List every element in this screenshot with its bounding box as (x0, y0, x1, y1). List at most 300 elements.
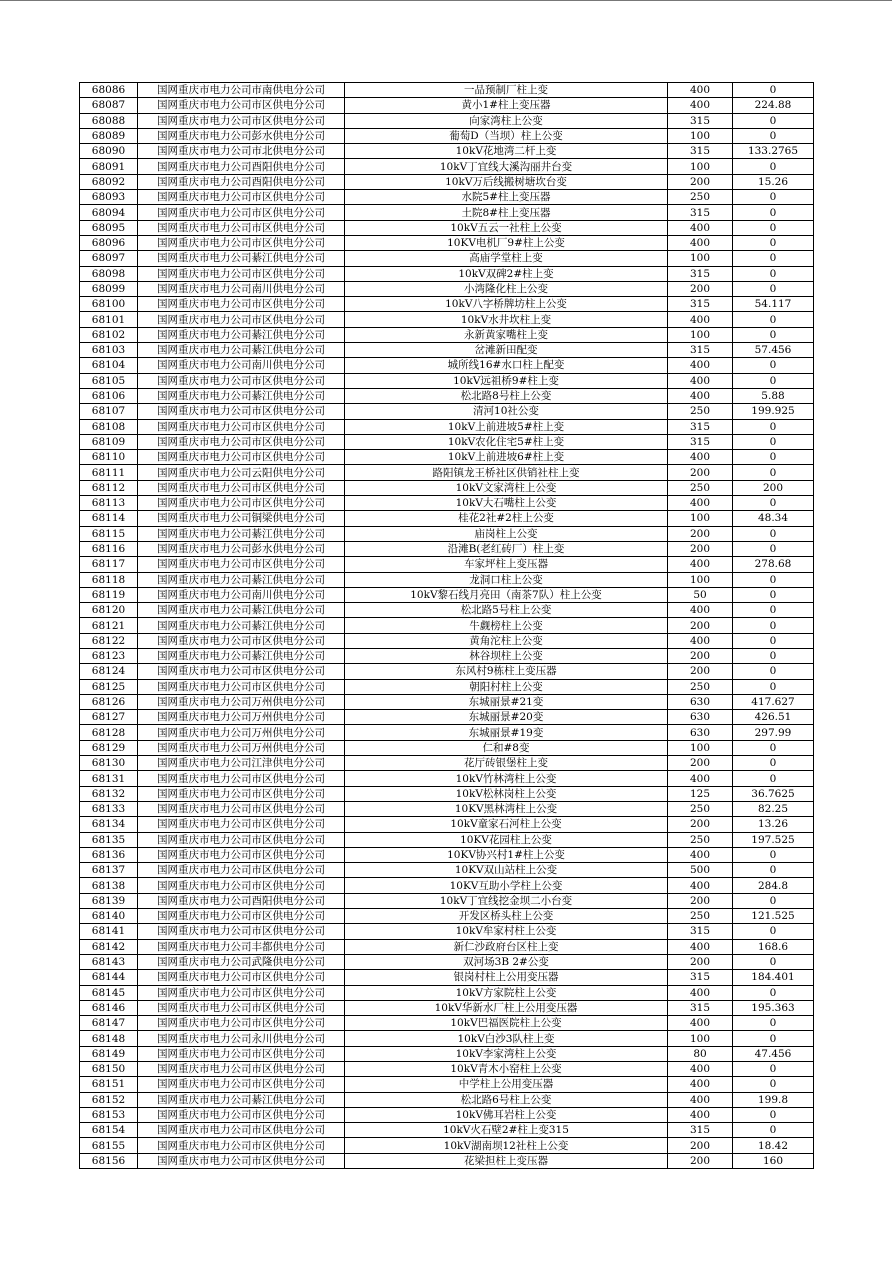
table-row (80, 1077, 814, 1092)
load-cell: 0 (733, 496, 814, 511)
company-cell: 国网重庆市电力公司云阳供电分公司 (138, 465, 345, 480)
company-cell: 国网重庆市电力公司綦江供电分公司 (138, 1092, 345, 1107)
load-cell: 0 (733, 985, 814, 1000)
table-row (80, 924, 814, 939)
capacity-cell: 315 (668, 144, 733, 159)
load-cell: 0 (733, 572, 814, 587)
company-cell: 国网重庆市电力公司市区供电分公司 (138, 557, 345, 572)
capacity-cell: 250 (668, 832, 733, 847)
table-row (80, 587, 814, 602)
row-id-cell: 68119 (80, 587, 138, 602)
capacity-cell: 250 (668, 190, 733, 205)
capacity-cell: 400 (668, 847, 733, 862)
load-cell: 0 (733, 450, 814, 465)
load-cell: 199.8 (733, 1092, 814, 1107)
table-row (80, 251, 814, 266)
load-cell: 0 (733, 679, 814, 694)
capacity-cell: 400 (668, 1107, 733, 1122)
company-cell: 国网重庆市电力公司市区供电分公司 (138, 924, 345, 939)
load-cell: 0 (733, 1107, 814, 1122)
row-id-cell: 68138 (80, 878, 138, 893)
capacity-cell: 200 (668, 954, 733, 969)
capacity-cell: 315 (668, 205, 733, 220)
row-id-cell: 68129 (80, 740, 138, 755)
company-cell: 国网重庆市电力公司市区供电分公司 (138, 419, 345, 434)
company-cell: 国网重庆市电力公司市区供电分公司 (138, 1046, 345, 1061)
company-cell: 国网重庆市电力公司市北供电分公司 (138, 144, 345, 159)
station-name-cell: 10kV五云一社柱上公变 (345, 220, 668, 235)
company-cell: 国网重庆市电力公司市区供电分公司 (138, 205, 345, 220)
station-name-cell: 10kV文家湾柱上公变 (345, 480, 668, 495)
load-cell: 82.25 (733, 801, 814, 816)
table-row (80, 740, 814, 755)
company-cell: 国网重庆市电力公司綦江供电分公司 (138, 526, 345, 541)
row-id-cell: 68107 (80, 404, 138, 419)
company-cell: 国网重庆市电力公司市区供电分公司 (138, 970, 345, 985)
company-cell: 国网重庆市电力公司市区供电分公司 (138, 817, 345, 832)
station-name-cell: 10kV佛耳岩柱上公变 (345, 1107, 668, 1122)
company-cell: 国网重庆市电力公司市区供电分公司 (138, 496, 345, 511)
row-id-cell: 68094 (80, 205, 138, 220)
company-cell: 国网重庆市电力公司酉阳供电分公司 (138, 159, 345, 174)
company-cell: 国网重庆市电力公司彭水供电分公司 (138, 128, 345, 143)
load-cell: 195.363 (733, 1000, 814, 1015)
table-body (80, 83, 814, 1169)
capacity-cell: 400 (668, 771, 733, 786)
company-cell: 国网重庆市电力公司綦江供电分公司 (138, 251, 345, 266)
capacity-cell: 200 (668, 281, 733, 296)
table-row (80, 1000, 814, 1015)
row-id-cell: 68118 (80, 572, 138, 587)
capacity-cell: 200 (668, 893, 733, 908)
table-row (80, 128, 814, 143)
company-cell: 国网重庆市电力公司綦江供电分公司 (138, 618, 345, 633)
company-cell: 国网重庆市电力公司市区供电分公司 (138, 266, 345, 281)
station-name-cell: 10kV火石壁2#柱上变315 (345, 1123, 668, 1138)
capacity-cell: 400 (668, 1062, 733, 1077)
load-cell: 121.525 (733, 909, 814, 924)
company-cell: 国网重庆市电力公司市区供电分公司 (138, 450, 345, 465)
row-id-cell: 68102 (80, 327, 138, 342)
capacity-cell: 400 (668, 358, 733, 373)
capacity-cell: 400 (668, 83, 733, 98)
row-id-cell: 68116 (80, 541, 138, 556)
row-id-cell: 68114 (80, 511, 138, 526)
load-cell: 0 (733, 618, 814, 633)
station-name-cell: 岔滩新田配变 (345, 343, 668, 358)
load-cell: 0 (733, 541, 814, 556)
load-cell: 133.2765 (733, 144, 814, 159)
capacity-cell: 200 (668, 465, 733, 480)
row-id-cell: 68121 (80, 618, 138, 633)
load-cell: 0 (733, 251, 814, 266)
capacity-cell: 250 (668, 909, 733, 924)
table-row (80, 98, 814, 113)
station-name-cell: 银岗村柱上公用变压器 (345, 970, 668, 985)
capacity-cell: 400 (668, 557, 733, 572)
load-cell: 297.99 (733, 725, 814, 740)
capacity-cell: 315 (668, 419, 733, 434)
capacity-cell: 400 (668, 388, 733, 403)
capacity-cell: 400 (668, 878, 733, 893)
row-id-cell: 68106 (80, 388, 138, 403)
station-name-cell: 花梁担柱上变压器 (345, 1153, 668, 1168)
capacity-cell: 315 (668, 297, 733, 312)
station-name-cell: 10KV黑林湾柱上公变 (345, 801, 668, 816)
row-id-cell: 68108 (80, 419, 138, 434)
row-id-cell: 68131 (80, 771, 138, 786)
company-cell: 国网重庆市电力公司市区供电分公司 (138, 1062, 345, 1077)
company-cell: 国网重庆市电力公司市区供电分公司 (138, 633, 345, 648)
station-name-cell: 东风村9栋柱上变压器 (345, 664, 668, 679)
capacity-cell: 400 (668, 220, 733, 235)
capacity-cell: 200 (668, 1153, 733, 1168)
station-name-cell: 东城丽景#21变 (345, 694, 668, 709)
load-cell: 0 (733, 603, 814, 618)
company-cell: 国网重庆市电力公司綦江供电分公司 (138, 388, 345, 403)
capacity-cell: 630 (668, 725, 733, 740)
capacity-cell: 200 (668, 648, 733, 663)
table-row (80, 450, 814, 465)
row-id-cell: 68089 (80, 128, 138, 143)
table-row (80, 343, 814, 358)
load-cell: 0 (733, 419, 814, 434)
row-id-cell: 68104 (80, 358, 138, 373)
station-name-cell: 中学柱上公用变压器 (345, 1077, 668, 1092)
station-name-cell: 10kV牟家村柱上公变 (345, 924, 668, 939)
company-cell: 国网重庆市电力公司丰都供电分公司 (138, 939, 345, 954)
row-id-cell: 68143 (80, 954, 138, 969)
station-name-cell: 龙洞口柱上公变 (345, 572, 668, 587)
company-cell: 国网重庆市电力公司市区供电分公司 (138, 1077, 345, 1092)
capacity-cell: 500 (668, 863, 733, 878)
station-name-cell: 10kV方家院柱上公变 (345, 985, 668, 1000)
station-name-cell: 开发区桥头柱上公变 (345, 909, 668, 924)
table-row (80, 174, 814, 189)
load-cell: 0 (733, 633, 814, 648)
load-cell: 48.34 (733, 511, 814, 526)
table-row (80, 220, 814, 235)
station-name-cell: 10KV电机厂9#柱上公变 (345, 235, 668, 250)
table-row (80, 817, 814, 832)
row-id-cell: 68140 (80, 909, 138, 924)
table-row (80, 327, 814, 342)
table-row (80, 863, 814, 878)
capacity-cell: 315 (668, 1000, 733, 1015)
table-row (80, 694, 814, 709)
load-cell: 168.6 (733, 939, 814, 954)
company-cell: 国网重庆市电力公司万州供电分公司 (138, 710, 345, 725)
table-row (80, 266, 814, 281)
load-cell: 199.925 (733, 404, 814, 419)
station-name-cell: 高庙学堂柱上变 (345, 251, 668, 266)
company-cell: 国网重庆市电力公司市南供电分公司 (138, 83, 345, 98)
station-name-cell: 葡萄D（当坝）柱上公变 (345, 128, 668, 143)
station-name-cell: 10kV丁宜线挖金坝二小台变 (345, 893, 668, 908)
row-id-cell: 68123 (80, 648, 138, 663)
station-name-cell: 10kV农化住宅5#柱上变 (345, 434, 668, 449)
capacity-cell: 400 (668, 939, 733, 954)
row-id-cell: 68109 (80, 434, 138, 449)
capacity-cell: 100 (668, 511, 733, 526)
table-row (80, 83, 814, 98)
company-cell: 国网重庆市电力公司市区供电分公司 (138, 679, 345, 694)
row-id-cell: 68134 (80, 817, 138, 832)
table-row (80, 235, 814, 250)
capacity-cell: 400 (668, 373, 733, 388)
row-id-cell: 68110 (80, 450, 138, 465)
load-cell: 18.42 (733, 1138, 814, 1153)
table-row (80, 603, 814, 618)
load-cell: 278.68 (733, 557, 814, 572)
capacity-cell: 200 (668, 664, 733, 679)
capacity-cell: 100 (668, 572, 733, 587)
capacity-cell: 200 (668, 618, 733, 633)
company-cell: 国网重庆市电力公司南川供电分公司 (138, 587, 345, 602)
company-cell: 国网重庆市电力公司綦江供电分公司 (138, 343, 345, 358)
company-cell: 国网重庆市电力公司万州供电分公司 (138, 725, 345, 740)
capacity-cell: 100 (668, 128, 733, 143)
row-id-cell: 68103 (80, 343, 138, 358)
row-id-cell: 68136 (80, 847, 138, 862)
load-cell: 0 (733, 373, 814, 388)
table-row (80, 1123, 814, 1138)
capacity-cell: 250 (668, 801, 733, 816)
company-cell: 国网重庆市电力公司酉阳供电分公司 (138, 893, 345, 908)
load-cell: 0 (733, 83, 814, 98)
table-row (80, 190, 814, 205)
load-cell: 0 (733, 190, 814, 205)
table-row (80, 1153, 814, 1168)
table-row (80, 480, 814, 495)
load-cell: 54.117 (733, 297, 814, 312)
row-id-cell: 68105 (80, 373, 138, 388)
company-cell: 国网重庆市电力公司市区供电分公司 (138, 1123, 345, 1138)
table-row (80, 1138, 814, 1153)
table-row (80, 113, 814, 128)
station-name-cell: 土院8#柱上变压器 (345, 205, 668, 220)
capacity-cell: 400 (668, 450, 733, 465)
row-id-cell: 68144 (80, 970, 138, 985)
table-row (80, 541, 814, 556)
company-cell: 国网重庆市电力公司万州供电分公司 (138, 694, 345, 709)
station-name-cell: 花厅砖银堡柱上变 (345, 756, 668, 771)
table-row (80, 939, 814, 954)
company-cell: 国网重庆市电力公司市区供电分公司 (138, 863, 345, 878)
station-name-cell: 10kV八字桥牌坊柱上公变 (345, 297, 668, 312)
station-name-cell: 车家坪柱上变压器 (345, 557, 668, 572)
table-row (80, 312, 814, 327)
load-cell: 57.456 (733, 343, 814, 358)
load-cell: 284.8 (733, 878, 814, 893)
row-id-cell: 68146 (80, 1000, 138, 1015)
load-cell: 13.26 (733, 817, 814, 832)
load-cell: 0 (733, 113, 814, 128)
capacity-cell: 630 (668, 694, 733, 709)
table-row (80, 373, 814, 388)
table-row (80, 358, 814, 373)
station-name-cell: 松北路6号柱上公变 (345, 1092, 668, 1107)
row-id-cell: 68128 (80, 725, 138, 740)
load-cell: 0 (733, 740, 814, 755)
load-cell: 0 (733, 1077, 814, 1092)
capacity-cell: 100 (668, 740, 733, 755)
table-row (80, 434, 814, 449)
capacity-cell: 400 (668, 496, 733, 511)
company-cell: 国网重庆市电力公司市区供电分公司 (138, 1138, 345, 1153)
station-name-cell: 东城丽景#20变 (345, 710, 668, 725)
load-cell: 0 (733, 312, 814, 327)
station-name-cell: 10kV童家石河柱上公变 (345, 817, 668, 832)
row-id-cell: 68126 (80, 694, 138, 709)
load-cell: 15.26 (733, 174, 814, 189)
row-id-cell: 68093 (80, 190, 138, 205)
station-name-cell: 林谷坝柱上公变 (345, 648, 668, 663)
row-id-cell: 68112 (80, 480, 138, 495)
capacity-cell: 200 (668, 817, 733, 832)
capacity-cell: 315 (668, 1123, 733, 1138)
company-cell: 国网重庆市电力公司綦江供电分公司 (138, 327, 345, 342)
station-name-cell: 黄小1#柱上变压器 (345, 98, 668, 113)
load-cell: 0 (733, 756, 814, 771)
company-cell: 国网重庆市电力公司铜梁供电分公司 (138, 511, 345, 526)
capacity-cell: 200 (668, 526, 733, 541)
row-id-cell: 68153 (80, 1107, 138, 1122)
station-name-cell: 黄角沱柱上公变 (345, 633, 668, 648)
load-cell: 426.51 (733, 710, 814, 725)
row-id-cell: 68088 (80, 113, 138, 128)
company-cell: 国网重庆市电力公司酉阳供电分公司 (138, 174, 345, 189)
station-name-cell: 一品预制厂柱上变 (345, 83, 668, 98)
company-cell: 国网重庆市电力公司綦江供电分公司 (138, 603, 345, 618)
row-id-cell: 68117 (80, 557, 138, 572)
load-cell: 0 (733, 664, 814, 679)
row-id-cell: 68137 (80, 863, 138, 878)
row-id-cell: 68154 (80, 1123, 138, 1138)
station-name-cell: 永新黄家嘴柱上变 (345, 327, 668, 342)
row-id-cell: 68149 (80, 1046, 138, 1061)
table-row (80, 664, 814, 679)
company-cell: 国网重庆市电力公司市区供电分公司 (138, 404, 345, 419)
load-cell: 0 (733, 235, 814, 250)
load-cell: 0 (733, 526, 814, 541)
table-row (80, 1031, 814, 1046)
load-cell: 0 (733, 587, 814, 602)
load-cell: 0 (733, 128, 814, 143)
table-row (80, 281, 814, 296)
station-name-cell: 10kV青木小窑柱上公变 (345, 1062, 668, 1077)
station-name-cell: 10kV上前进坡6#柱上变 (345, 450, 668, 465)
company-cell: 国网重庆市电力公司南川供电分公司 (138, 281, 345, 296)
row-id-cell: 68152 (80, 1092, 138, 1107)
capacity-cell: 125 (668, 786, 733, 801)
row-id-cell: 68151 (80, 1077, 138, 1092)
table-row (80, 771, 814, 786)
capacity-cell: 315 (668, 924, 733, 939)
station-name-cell: 10kV双碑2#柱上变 (345, 266, 668, 281)
load-cell: 0 (733, 1123, 814, 1138)
table-row (80, 404, 814, 419)
company-cell: 国网重庆市电力公司市区供电分公司 (138, 434, 345, 449)
capacity-cell: 400 (668, 1092, 733, 1107)
table-row (80, 572, 814, 587)
capacity-cell: 100 (668, 251, 733, 266)
capacity-cell: 400 (668, 633, 733, 648)
company-cell: 国网重庆市电力公司江津供电分公司 (138, 756, 345, 771)
row-id-cell: 68125 (80, 679, 138, 694)
station-name-cell: 10kV大石嘴柱上公变 (345, 496, 668, 511)
station-name-cell: 10KV花园柱上公变 (345, 832, 668, 847)
capacity-cell: 250 (668, 404, 733, 419)
load-cell: 47.456 (733, 1046, 814, 1061)
row-id-cell: 68150 (80, 1062, 138, 1077)
row-id-cell: 68148 (80, 1031, 138, 1046)
row-id-cell: 68142 (80, 939, 138, 954)
row-id-cell: 68099 (80, 281, 138, 296)
table-row (80, 847, 814, 862)
row-id-cell: 68098 (80, 266, 138, 281)
company-cell: 国网重庆市电力公司綦江供电分公司 (138, 648, 345, 663)
company-cell: 国网重庆市电力公司市区供电分公司 (138, 1107, 345, 1122)
station-name-cell: 水院5#柱上变压器 (345, 190, 668, 205)
company-cell: 国网重庆市电力公司市区供电分公司 (138, 786, 345, 801)
table-row (80, 679, 814, 694)
company-cell: 国网重庆市电力公司市区供电分公司 (138, 220, 345, 235)
row-id-cell: 68095 (80, 220, 138, 235)
load-cell: 160 (733, 1153, 814, 1168)
table-row (80, 1092, 814, 1107)
load-cell: 0 (733, 1062, 814, 1077)
station-name-cell: 10kV黎石线月亮田（南茶7队）柱上公变 (345, 587, 668, 602)
load-cell: 0 (733, 863, 814, 878)
station-name-cell: 10KV双山站柱上公变 (345, 863, 668, 878)
row-id-cell: 68087 (80, 98, 138, 113)
table-row (80, 878, 814, 893)
row-id-cell: 68086 (80, 83, 138, 98)
table-row (80, 970, 814, 985)
capacity-cell: 315 (668, 970, 733, 985)
load-cell: 184.401 (733, 970, 814, 985)
row-id-cell: 68145 (80, 985, 138, 1000)
table-row (80, 1107, 814, 1122)
table-row (80, 557, 814, 572)
company-cell: 国网重庆市电力公司南川供电分公司 (138, 358, 345, 373)
table-row (80, 144, 814, 159)
company-cell: 国网重庆市电力公司市区供电分公司 (138, 771, 345, 786)
load-cell: 0 (733, 893, 814, 908)
capacity-cell: 200 (668, 756, 733, 771)
station-name-cell: 10kV巴福医院柱上公变 (345, 1016, 668, 1031)
company-cell: 国网重庆市电力公司市区供电分公司 (138, 801, 345, 816)
capacity-cell: 400 (668, 1016, 733, 1031)
row-id-cell: 68132 (80, 786, 138, 801)
station-name-cell: 松北路5号柱上公变 (345, 603, 668, 618)
company-cell: 国网重庆市电力公司市区供电分公司 (138, 190, 345, 205)
load-cell: 0 (733, 847, 814, 862)
station-name-cell: 新仁沙政府台区柱上变 (345, 939, 668, 954)
row-id-cell: 68155 (80, 1138, 138, 1153)
row-id-cell: 68092 (80, 174, 138, 189)
row-id-cell: 68090 (80, 144, 138, 159)
row-id-cell: 68135 (80, 832, 138, 847)
capacity-cell: 200 (668, 541, 733, 556)
load-cell: 5.88 (733, 388, 814, 403)
page-top-border (0, 0, 892, 1)
load-cell: 0 (733, 1016, 814, 1031)
company-cell: 国网重庆市电力公司市区供电分公司 (138, 847, 345, 862)
capacity-cell: 315 (668, 434, 733, 449)
station-name-cell: 10kV远祖桥9#柱上变 (345, 373, 668, 388)
